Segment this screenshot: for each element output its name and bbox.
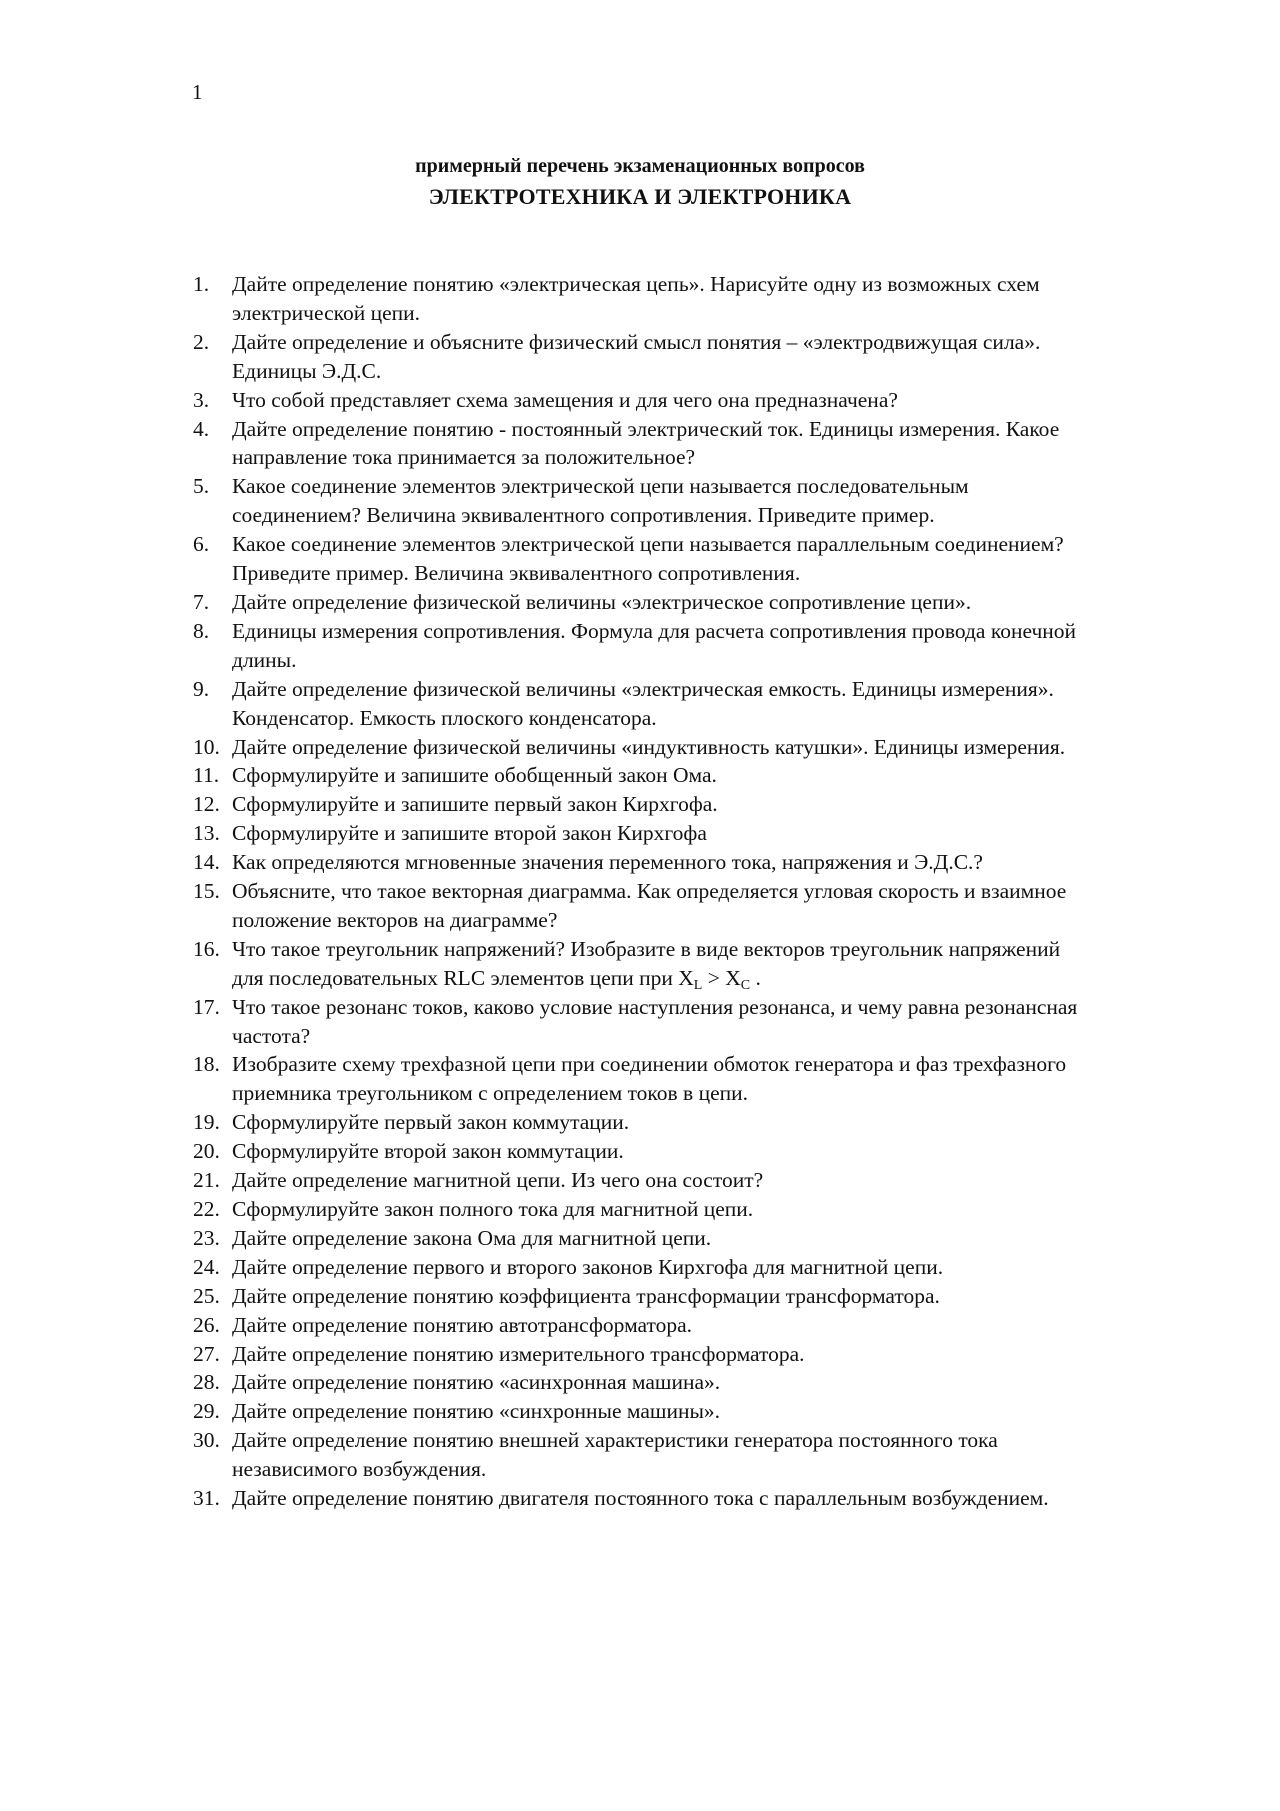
question-item [193, 1137, 1093, 1166]
question-number: 6. [193, 532, 210, 557]
question-item [193, 1397, 1093, 1426]
question-item [193, 270, 1093, 328]
question-item [193, 761, 1093, 790]
subject-heading: ЭЛЕКТРОТЕХНИКА И ЭЛЕКТРОНИКА [428, 184, 852, 209]
question-text: Дайте определение понятию двигателя постоянного тока с параллельным возбуждением. [232, 1486, 1049, 1511]
formula-s2: C [740, 977, 751, 993]
question-item [193, 1340, 1093, 1369]
formula-op: > [702, 965, 726, 990]
page-number: 1 [192, 80, 203, 104]
question-text: Дайте определение понятию коэффициента трансформации трансформатора. [232, 1283, 940, 1308]
question-number: 24. [193, 1254, 220, 1279]
question-text: Как определяются мгновенные значения переменного тока, напряжения и Э.Д.С.? [232, 850, 983, 875]
question-text: Дайте определение физической величины «электрическое сопротивление цепи». [232, 589, 972, 614]
question-text: Дайте определение понятию - постоянный электрический ток. Единицы измерения. Какое направление тока принимается за положительное? [232, 416, 1060, 470]
formula-x1: X [678, 965, 694, 990]
question-item [193, 1282, 1093, 1311]
formula [678, 965, 761, 993]
question-number: 27. [193, 1341, 220, 1366]
question-text: Какое соединение элементов электрической цепи называется параллельным соединением? Приведите пример. Величина эквивалентного сопротивления. [232, 532, 1064, 586]
question-item [193, 993, 1093, 1051]
question-text: Что такое резонанс токов, каково условие наступления резонанса, и чему равна резонансная частота? [232, 994, 1078, 1048]
question-number: 13. [193, 821, 220, 846]
question-number: 3. [193, 387, 210, 412]
question-text: Сформулируйте первый закон коммутации. [232, 1110, 630, 1135]
question-number: 25. [193, 1283, 220, 1308]
question-number: 26. [193, 1312, 220, 1337]
question-number: 10. [193, 734, 220, 759]
question-item [193, 935, 1093, 993]
question-text: Объясните, что такое векторная диаграмма. Как определяется угловая скорость и взаимное положение векторов на диаграмме? [232, 879, 1067, 932]
question-number: 29. [193, 1399, 220, 1424]
question-item [193, 1108, 1093, 1137]
question-text: Дайте определение понятию «асинхронная машина». [232, 1370, 721, 1395]
question-number: 2. [193, 329, 210, 354]
question-item [193, 1050, 1093, 1108]
question-number: 11. [193, 763, 220, 788]
question-item [193, 1195, 1093, 1224]
question-item [193, 1166, 1093, 1195]
formula-s1: L [693, 977, 703, 993]
question-number: 5. [193, 474, 210, 499]
question-number: 18. [193, 1052, 220, 1077]
question-text: Дайте определение понятию внешней характеристики генератора постоянного тока независимого возбуждения. [232, 1428, 998, 1482]
question-item [193, 1484, 1093, 1513]
formula-end: . [750, 965, 761, 990]
question-text: Сформулируйте закон полного тока для магнитной цепи. [232, 1197, 754, 1221]
question-text: Дайте определение понятию «электрическая цепь». Нарисуйте одну из возможных схем электрической цепи. [232, 272, 1040, 325]
question-item [193, 848, 1093, 877]
question-list [193, 270, 1093, 1513]
question-item [193, 472, 1093, 530]
question-number: 28. [193, 1370, 220, 1395]
question-text: Что собой представляет схема замещения и для чего она предназначена? [232, 387, 898, 412]
question-item [193, 415, 1093, 473]
question-text: Дайте определение магнитной цепи. Из чего она состоит? [232, 1168, 764, 1193]
question-text: Дайте определение физической величины «индуктивность катушки». Единицы измерения. [232, 734, 1066, 759]
question-text: Дайте определение физической величины «электрическая емкость. Единицы измерения». Конденсатор. Емкость плоского конденсатора. [232, 676, 1054, 730]
question-number: 19. [193, 1110, 220, 1135]
question-text: Изобразите схему трехфазной цепи при соединении обмоток генератора и фаз трехфазного приемника треугольником с определением токов в цепи. [232, 1052, 1067, 1106]
question-text: Сформулируйте второй закон коммутации. [232, 1139, 624, 1164]
document-title: примерный перечень экзаменационных вопросов [415, 155, 865, 177]
question-number: 14. [193, 850, 220, 875]
question-text: Дайте определение понятию автотрансформатора. [232, 1312, 693, 1337]
question-number: 30. [193, 1428, 220, 1453]
question-number: 16. [193, 936, 220, 961]
question-item [193, 328, 1093, 386]
question-item [193, 790, 1093, 819]
question-text: Сформулируйте и запишите второй закон Кирхгофа [232, 821, 707, 846]
question-number: 9. [193, 676, 210, 701]
question-number: 1. [193, 272, 210, 296]
question-item [193, 588, 1093, 617]
question-item [193, 386, 1093, 415]
question-item [193, 1253, 1093, 1282]
question-text: Дайте определение и объясните физический смысл понятия – «электродвижущая сила». Единицы Э.Д.С. [232, 329, 1041, 383]
question-item [193, 530, 1093, 588]
question-number: 7. [193, 589, 210, 614]
question-text: Какое соединение элементов электрической цепи называется последовательным соединением? Величина эквивалентного сопротивления. Приведите пример. [232, 474, 969, 528]
question-item [193, 1224, 1093, 1253]
question-text: Дайте определение закона Ома для магнитной цепи. [232, 1225, 712, 1250]
question-text: Дайте определение первого и второго законов Кирхгофа для магнитной цепи. [232, 1254, 944, 1279]
question-item [193, 1311, 1093, 1340]
question-item [193, 733, 1093, 762]
question-text: Сформулируйте и запишите обобщенный закон Ома. [232, 763, 717, 788]
question-number: 12. [193, 792, 220, 817]
question-item [193, 819, 1093, 848]
question-item [193, 617, 1093, 675]
question-number: 31. [193, 1486, 220, 1511]
question-item [193, 877, 1093, 935]
question-text: Дайте определение понятию «синхронные машины». [232, 1399, 721, 1424]
question-item [193, 1368, 1093, 1397]
question-number: 23. [193, 1225, 220, 1250]
question-text: Единицы измерения сопротивления. Формула для расчета сопротивления провода конечной длины. [232, 618, 1077, 672]
question-number: 4. [193, 416, 210, 441]
question-number: 17. [193, 994, 220, 1019]
question-number: 22. [193, 1197, 220, 1221]
question-number: 20. [193, 1139, 220, 1164]
question-number: 8. [193, 618, 210, 643]
question-item [193, 1426, 1093, 1484]
question-number: 21. [193, 1168, 220, 1193]
question-text: Дайте определение понятию измерительного трансформатора. [232, 1341, 805, 1366]
question-number: 15. [193, 879, 220, 904]
question-text: Сформулируйте и запишите первый закон Кирхгофа. [232, 792, 718, 817]
formula-x2: X [725, 965, 741, 990]
question-text: Что такое треугольник напряжений? Изобразите в виде векторов треугольник напряжений для последовательных RLC элементов цепи при [232, 936, 1061, 990]
question-item [193, 675, 1093, 733]
